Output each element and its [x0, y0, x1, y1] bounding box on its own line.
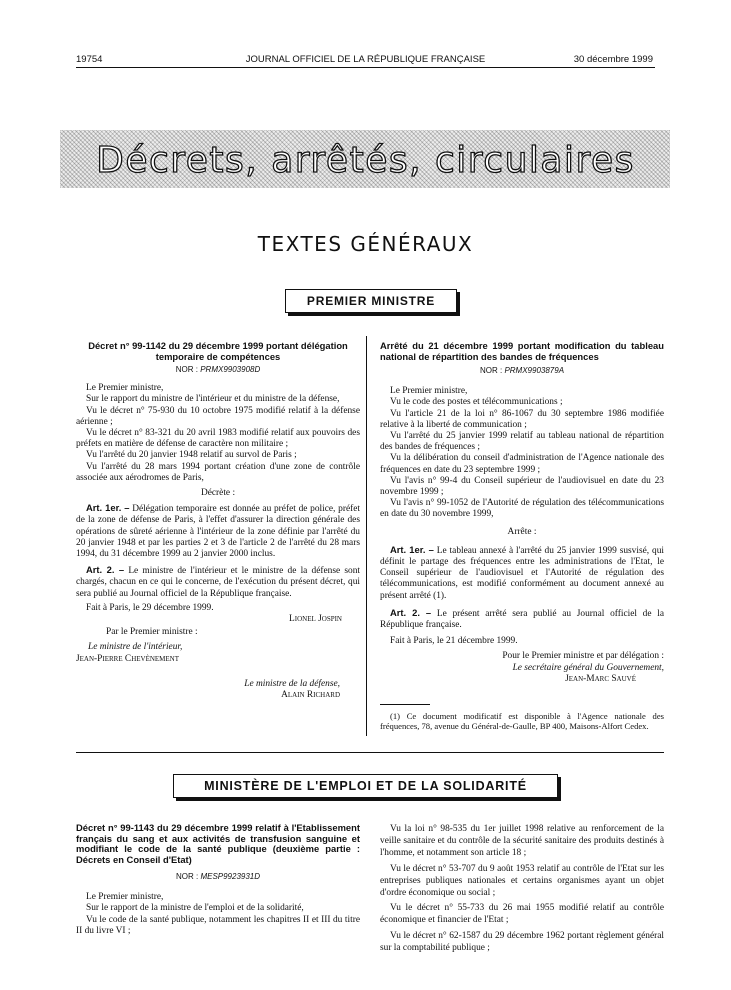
preamble-line: Vu l'avis n° 99-4 du Conseil supérieur de l'audiovisuel en date du 23 novembre 1999 ;	[380, 475, 664, 498]
preamble-line: Vu le code des postes et télécommunications ;	[390, 397, 563, 408]
article-2	[380, 607, 664, 631]
ministry-heading-emploi-solidarite: MINISTÈRE DE L'EMPLOI ET DE LA SOLIDARITÉ	[173, 774, 558, 798]
nor-label: NOR :	[175, 365, 198, 374]
page-number: 19754	[76, 54, 103, 65]
preamble-line: Vu l'arrêté du 28 mars 1994 portant création d'une zone de contrôle associée aux aérodromes de Paris,	[76, 461, 360, 483]
fait-line: Fait à Paris, le 21 décembre 1999.	[390, 636, 518, 647]
article-text: Délégation temporaire est donnée au préfet de police, préfet de la zone de défense de Paris, à l'effet d'assurer la direction générale des opérations de sûreté aérienne à l'intérieur de la zone définie par l'arrêté du 20 janvier 1948 et par les parties 2 et 3 de l'article 2 de l'arrêté du 28 mars 1994, du 31 décembre 1999 au 2 janvier 2000 inclus.	[76, 504, 360, 560]
banner-title: Décrets, arrêtés, circulaires	[96, 140, 635, 181]
preamble-line: Vu le décret n° 83-321 du 20 avril 1983 modifié relatif aux pouvoirs des préfets en matière de défense de caractère non militaire ;	[76, 428, 360, 450]
preamble-line: Le Premier ministre,	[86, 892, 164, 903]
decret-99-1142	[76, 341, 360, 701]
article-label: Art. 1er. –	[86, 502, 130, 514]
preamble-line: Vu la loi n° 98-535 du 1er juillet 1998 relative au renforcement de la veille sanitaire et du contrôle de la sécurité sanitaire des produits destinés à l'homme, et notamment son article 18 ;	[380, 824, 664, 859]
minister-name: Jean-Pierre Chevènement	[76, 653, 180, 664]
section-title: TEXTES GÉNÉRAUX	[257, 232, 474, 256]
article-1	[380, 544, 664, 602]
par-line: Par le Premier ministre :	[106, 627, 198, 638]
ministry-heading-premier-ministre: PREMIER MINISTRE	[285, 289, 457, 313]
delegation-line: Pour le Premier ministre et par délégation :	[502, 651, 664, 662]
preamble-line: Sur le rapport du ministre de l'intérieur et du ministre de la défense,	[86, 394, 340, 405]
journal-title: JOURNAL OFFICIEL DE LA RÉPUBLIQUE FRANÇAISE	[245, 54, 486, 65]
minister-title: Le ministre de la défense,	[244, 678, 340, 689]
preamble-line: Vu l'arrêté du 25 janvier 1999 relatif au tableau national de répartition des bandes de fréquences ;	[380, 431, 664, 453]
decret-99-1143	[76, 823, 360, 937]
nor-code: PRMX9903879A	[504, 366, 565, 375]
signatory: Lionel Jospin	[289, 614, 342, 625]
article-2	[76, 564, 360, 600]
nor-code: MESP9923931D	[200, 872, 261, 881]
nor-code: PRMX9903908D	[200, 365, 261, 374]
preamble-line: Le Premier ministre,	[86, 383, 164, 394]
preamble-line: Vu le décret n° 75-930 du 10 octobre 1975 modifié relatif à la défense aérienne ;	[76, 405, 360, 427]
fait-line: Fait à Paris, le 29 décembre 1999.	[86, 602, 214, 613]
preamble-line: Sur le rapport de la ministre de l'emploi et de la solidarité,	[86, 903, 304, 914]
nor-line	[76, 871, 360, 882]
preamble-line: Vu le décret n° 53-707 du 9 août 1953 relatif au contrôle de l'Etat sur les entreprises publiques nationales et certains organismes ayant un objet d'ordre économique ou social ;	[380, 863, 664, 899]
arrete-title: Arrêté du 21 décembre 1999 portant modification du tableau national de répartition des bandes de fréquences	[380, 340, 664, 362]
decret-title: Décret n° 99-1143 du 29 décembre 1999 relatif à l'Etablissement français du sang et aux activités de transfusion sanguine et modifiant le code de la santé publique (deuxième partie : Décrets en Conseil d'Etat)	[76, 822, 360, 865]
preamble-line: Vu la délibération du conseil d'administration de l'Agence nationale des fréquences en date du 23 septembre 1999 ;	[380, 453, 664, 475]
nor-line	[76, 364, 360, 375]
minister-name: Alain Richard	[281, 690, 340, 701]
preamble-line: Vu l'arrêté du 20 janvier 1948 relatif au survol de Paris ;	[86, 450, 297, 461]
preamble-line: Le Premier ministre,	[390, 386, 468, 397]
preamble-line: Vu l'avis n° 99-1052 de l'Autorité de régulation des télécommunications en date du 30 novembre 1999,	[380, 498, 664, 520]
nor-line	[380, 365, 664, 376]
preamble-line: Vu le décret n° 62-1587 du 29 décembre 1962 portant règlement général sur la comptabilité publique ;	[380, 930, 664, 953]
footnote-rule	[380, 704, 430, 705]
sg-title: Le secrétaire général du Gouvernement,	[512, 662, 664, 673]
preamble-line: Vu le code de la santé publique, notamment les chapitres II et III du titre II du livre VI ;	[76, 914, 360, 936]
nor-label: NOR :	[175, 872, 199, 881]
decret-99-1143-continued	[380, 823, 664, 954]
arrete-21-decembre-1999	[380, 341, 664, 685]
nor-label: NOR :	[479, 366, 503, 375]
article-1	[76, 502, 360, 560]
preamble-line: Vu le décret n° 55-733 du 26 mai 1955 modifié relatif au contrôle économique et financier de l'Etat ;	[380, 903, 664, 926]
article-label: Art. 1er. –	[390, 543, 434, 555]
header-date: 30 décembre 1999	[573, 54, 653, 65]
decret-title: Décret n° 99-1142 du 29 décembre 1999 portant délégation temporaire de compétences	[88, 340, 348, 362]
preamble-line: Vu l'article 21 de la loi n° 86-1067 du 30 septembre 1986 modifiée relative à la liberté de communication ;	[380, 408, 664, 430]
column-divider	[366, 336, 367, 736]
minister-title: Le ministre de l'intérieur,	[88, 642, 183, 653]
decrete-line: Décrète :	[200, 488, 236, 499]
article-label: Art. 2. –	[86, 564, 125, 576]
article-label: Art. 2. –	[390, 606, 432, 618]
arrete-line: Arrête :	[507, 526, 537, 537]
sg-name: Jean-Marc Sauvé	[565, 673, 636, 684]
article-text: Le ministre de l'intérieur et le ministre de la défense sont chargés, chacun en ce qui le concerne, de l'exécution du présent décret, qui sera publié au Journal officiel de la République française.	[76, 566, 361, 599]
article-text: Le présent arrêté sera publié au Journal officiel de la République française.	[380, 608, 665, 631]
article-text: Le tableau annexé à l'arrêté du 25 janvier 1999 susvisé, qui définit le partage des fréquences entre les administrations de l'Etat, le Conseil supérieur de l'audiovisuel et l'Autorité de régulation des télécommunications, est modifié conformément au document annexé au présent arrêté (1).	[380, 545, 665, 601]
footnote: (1) Ce document modificatif est disponible à l'Agence nationale des fréquences, 78, avenue du Général-de-Gaulle, BP 400, Maisons-Alfort Cedex.	[380, 711, 664, 731]
section-rule	[76, 752, 664, 753]
header-rule	[76, 67, 655, 68]
